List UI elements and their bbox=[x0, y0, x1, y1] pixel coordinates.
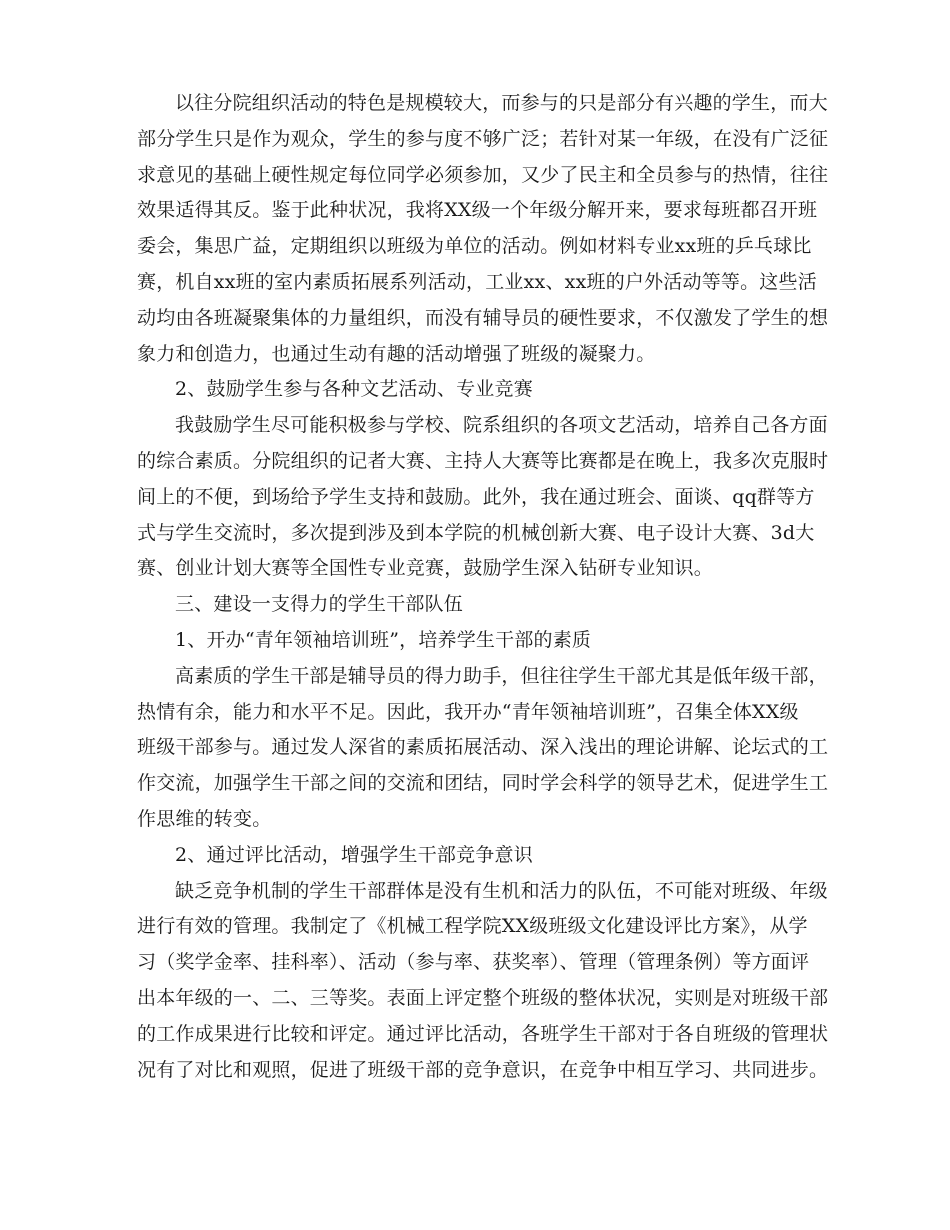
text-line: 出本年级的一、二、三等奖。表面上评定整个班级的整体状况，实则是对班级干部 bbox=[137, 986, 829, 1009]
text-line: 进行有效的管理。我制定了《机械工程学院XX级班级文化建设评比方案》，从学 bbox=[137, 915, 808, 938]
text-line: 我鼓励学生尽可能积极参与学校、院系组织的各项文艺活动，培养自己各方面 bbox=[175, 414, 828, 437]
text-line: 三、建设一支得力的学生干部队伍 bbox=[175, 593, 464, 616]
text-line: 高素质的学生干部是辅导员的得力助手，但往往学生干部尤其是低年级干部， bbox=[175, 664, 828, 687]
text-line: 的工作成果进行比较和评定。通过评比活动，各班学生干部对于各自班级的管理状 bbox=[137, 1022, 829, 1045]
text-line: 效果适得其反。鉴于此种状况，我将XX级一个年级分解开来，要求每班都召开班 bbox=[137, 199, 818, 222]
text-line: 式与学生交流时，多次提到涉及到本学院的机械创新大赛、电子设计大赛、3d大 bbox=[137, 521, 815, 544]
text-line: 委会，集思广益，定期组织以班级为单位的活动。例如材料专业xx班的乒乓球比 bbox=[137, 235, 812, 258]
text-line: 热情有余，能力和水平不足。因此，我开办“青年领袖培训班”，召集全体XX级 bbox=[137, 700, 799, 723]
text-line: 2、通过评比活动，增强学生干部竞争意识 bbox=[175, 843, 533, 866]
text-line: 赛，机自xx班的室内素质拓展系列活动，工业xx、xx班的户外活动等等。这些活 bbox=[137, 270, 817, 293]
text-line: 求意见的基础上硬性规定每位同学必须参加，又少了民主和全员参与的热情，往往 bbox=[137, 163, 829, 186]
text-line: 缺乏竞争机制的学生干部群体是没有生机和活力的队伍，不可能对班级、年级 bbox=[175, 879, 828, 902]
text-line: 象力和创造力，也通过生动有趣的活动增强了班级的凝聚力。 bbox=[137, 342, 656, 365]
document-body bbox=[137, 86, 829, 1088]
text-line: 部分学生只是作为观众，学生的参与度不够广泛；若针对某一年级，在没有广泛征 bbox=[137, 127, 829, 150]
text-line: 动均由各班凝聚集体的力量组织，而没有辅导员的硬性要求，不仅激发了学生的想 bbox=[137, 306, 829, 329]
text-line: 1、开办“青年领袖培训班”，培养学生干部的素质 bbox=[175, 628, 592, 651]
text-line: 间上的不便，到场给予学生支持和鼓励。此外，我在通过班会、面谈、qq群等方 bbox=[137, 485, 815, 508]
text-line: 作交流，加强学生干部之间的交流和团结，同时学会科学的领导艺术，促进学生工 bbox=[137, 772, 829, 795]
text-line: 班级干部参与。通过发人深省的素质拓展活动、深入浅出的理论讲解、论坛式的工 bbox=[137, 736, 829, 759]
text-line: 2、鼓励学生参与各种文艺活动、专业竞赛 bbox=[175, 378, 533, 401]
text-line: 赛、创业计划大赛等全国性专业竞赛，鼓励学生深入钻研专业知识。 bbox=[137, 557, 714, 580]
text-line: 作思维的转变。 bbox=[137, 807, 272, 830]
text-line: 习（奖学金率、挂科率）、活动（参与率、获奖率）、管理（管理条例）等方面评 bbox=[137, 951, 810, 974]
text-line: 的综合素质。分院组织的记者大赛、主持人大赛等比赛都是在晚上，我多次克服时 bbox=[137, 449, 829, 472]
text-line: 况有了对比和观照，促进了班级干部的竞争意识，在竞争中相互学习、共同进步。 bbox=[137, 1058, 829, 1081]
text-line: 以往分院组织活动的特色是规模较大，而参与的只是部分有兴趣的学生，而大 bbox=[175, 92, 828, 114]
